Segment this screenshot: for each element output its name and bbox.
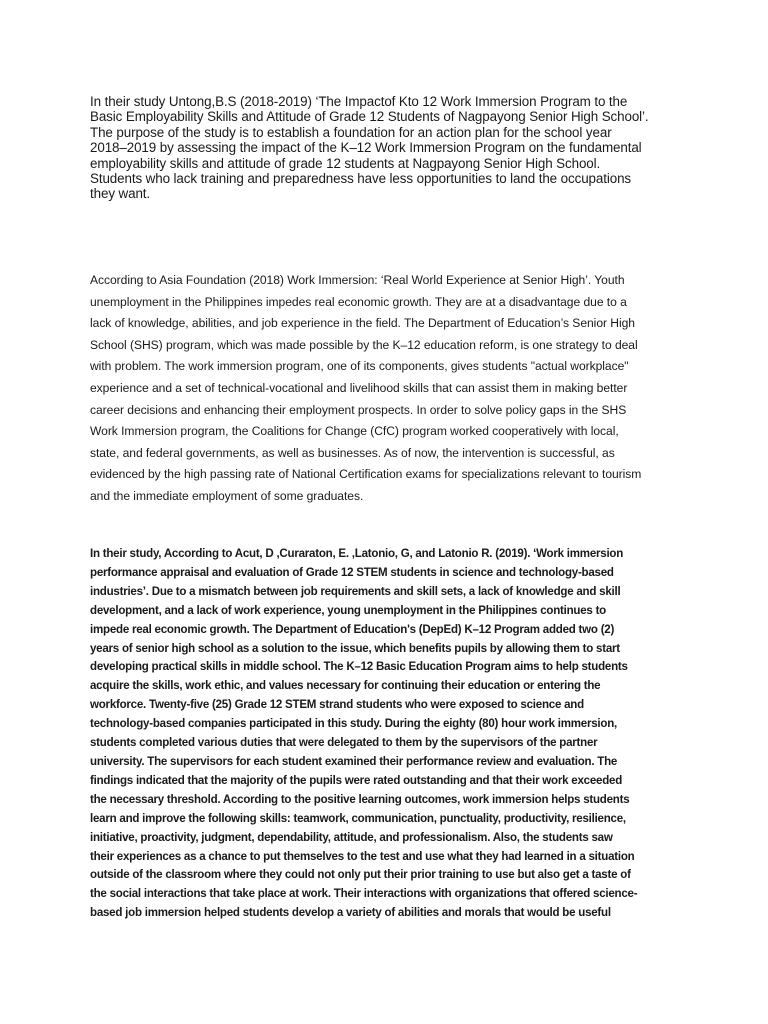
paragraph-untong-study: In their study Untong,B.S (2018-2019) ‘The Impactof Kto 12 Work Immersion Program to the Basic Employability Skills and Attitude of Grade 12 Students of Nagpayong Senior High School’. The purpose of the study is to establish a foundation for an action plan for the school year 2018–2019 by assessing the impact of the K–12 Work Immersion Program on the fundamental employability skills and attitude of grade 12 students at Nagpayong Senior High School. Students who lack training and preparedness have less opportunities to land the occupations they want.	[90, 94, 649, 202]
paragraph-acut-study: In their study, According to Acut, D ,Curaraton, E. ,Latonio, G, and Latonio R. (2019). ‘Work immersion performance appraisal and evaluation of Grade 12 STEM students in science and technology-based industries’. Due to a mismatch between job requirements and skill sets, a lack of knowledge and skill development, and a lack of work experience, young unemployment in the Philippines continues to impede real economic growth. The Department of Education's (DepEd) K–12 Program added two (2) years of senior high school as a solution to the issue, which benefits pupils by allowing them to start developing practical skills in middle school. The K–12 Basic Education Program aims to help students acquire the skills, work ethic, and values necessary for continuing their education or entering the workforce. Twenty-five (25) Grade 12 STEM strand students who were exposed to science and technology-based companies participated in this study. During the eighty (80) hour work immersion, students completed various duties that were delegated to them by the supervisors of the partner university. The supervisors for each student examined their performance review and evaluation. The findings indicated that the majority of the pupils were rated outstanding and that their work exceeded the necessary threshold. According to the positive learning outcomes, work immersion helps students learn and improve the following skills: teamwork, communication, punctuality, productivity, resilience, initiative, proactivity, judgment, dependability, attitude, and professionalism. Also, the students saw their experiences as a chance to put themselves to the test and use what they had learned in a situation outside of the classroom where they could not only put their prior training to use but also get a taste of the social interactions that take place at work. Their interactions with organizations that offered science- based job immersion helped students develop a variety of abilities and morals that would be useful	[90, 546, 638, 920]
paragraph-asia-foundation: According to Asia Foundation (2018) Work Immersion: ‘Real World Experience at Senior High’. Youth unemployment in the Philippines impedes real economic growth. They are at a disadvantage due to a lack of knowledge, abilities, and job experience in the field. The Department of Education’s Senior High School (SHS) program, which was made possible by the K–12 education reform, is one strategy to deal with problem. The work immersion program, one of its components, gives students "actual workplace" experience and a set of technical-vocational and livelihood skills that can assist them in making better career decisions and enhancing their employment prospects. In order to solve policy gaps in the SHS Work Immersion program, the Coalitions for Change (CfC) program worked cooperatively with local, state, and federal governments, as well as businesses. As of now, the intervention is successful, as evidenced by the high passing rate of National Certification exams for specializations relevant to tourism and the immediate employment of some graduates.	[90, 273, 642, 503]
